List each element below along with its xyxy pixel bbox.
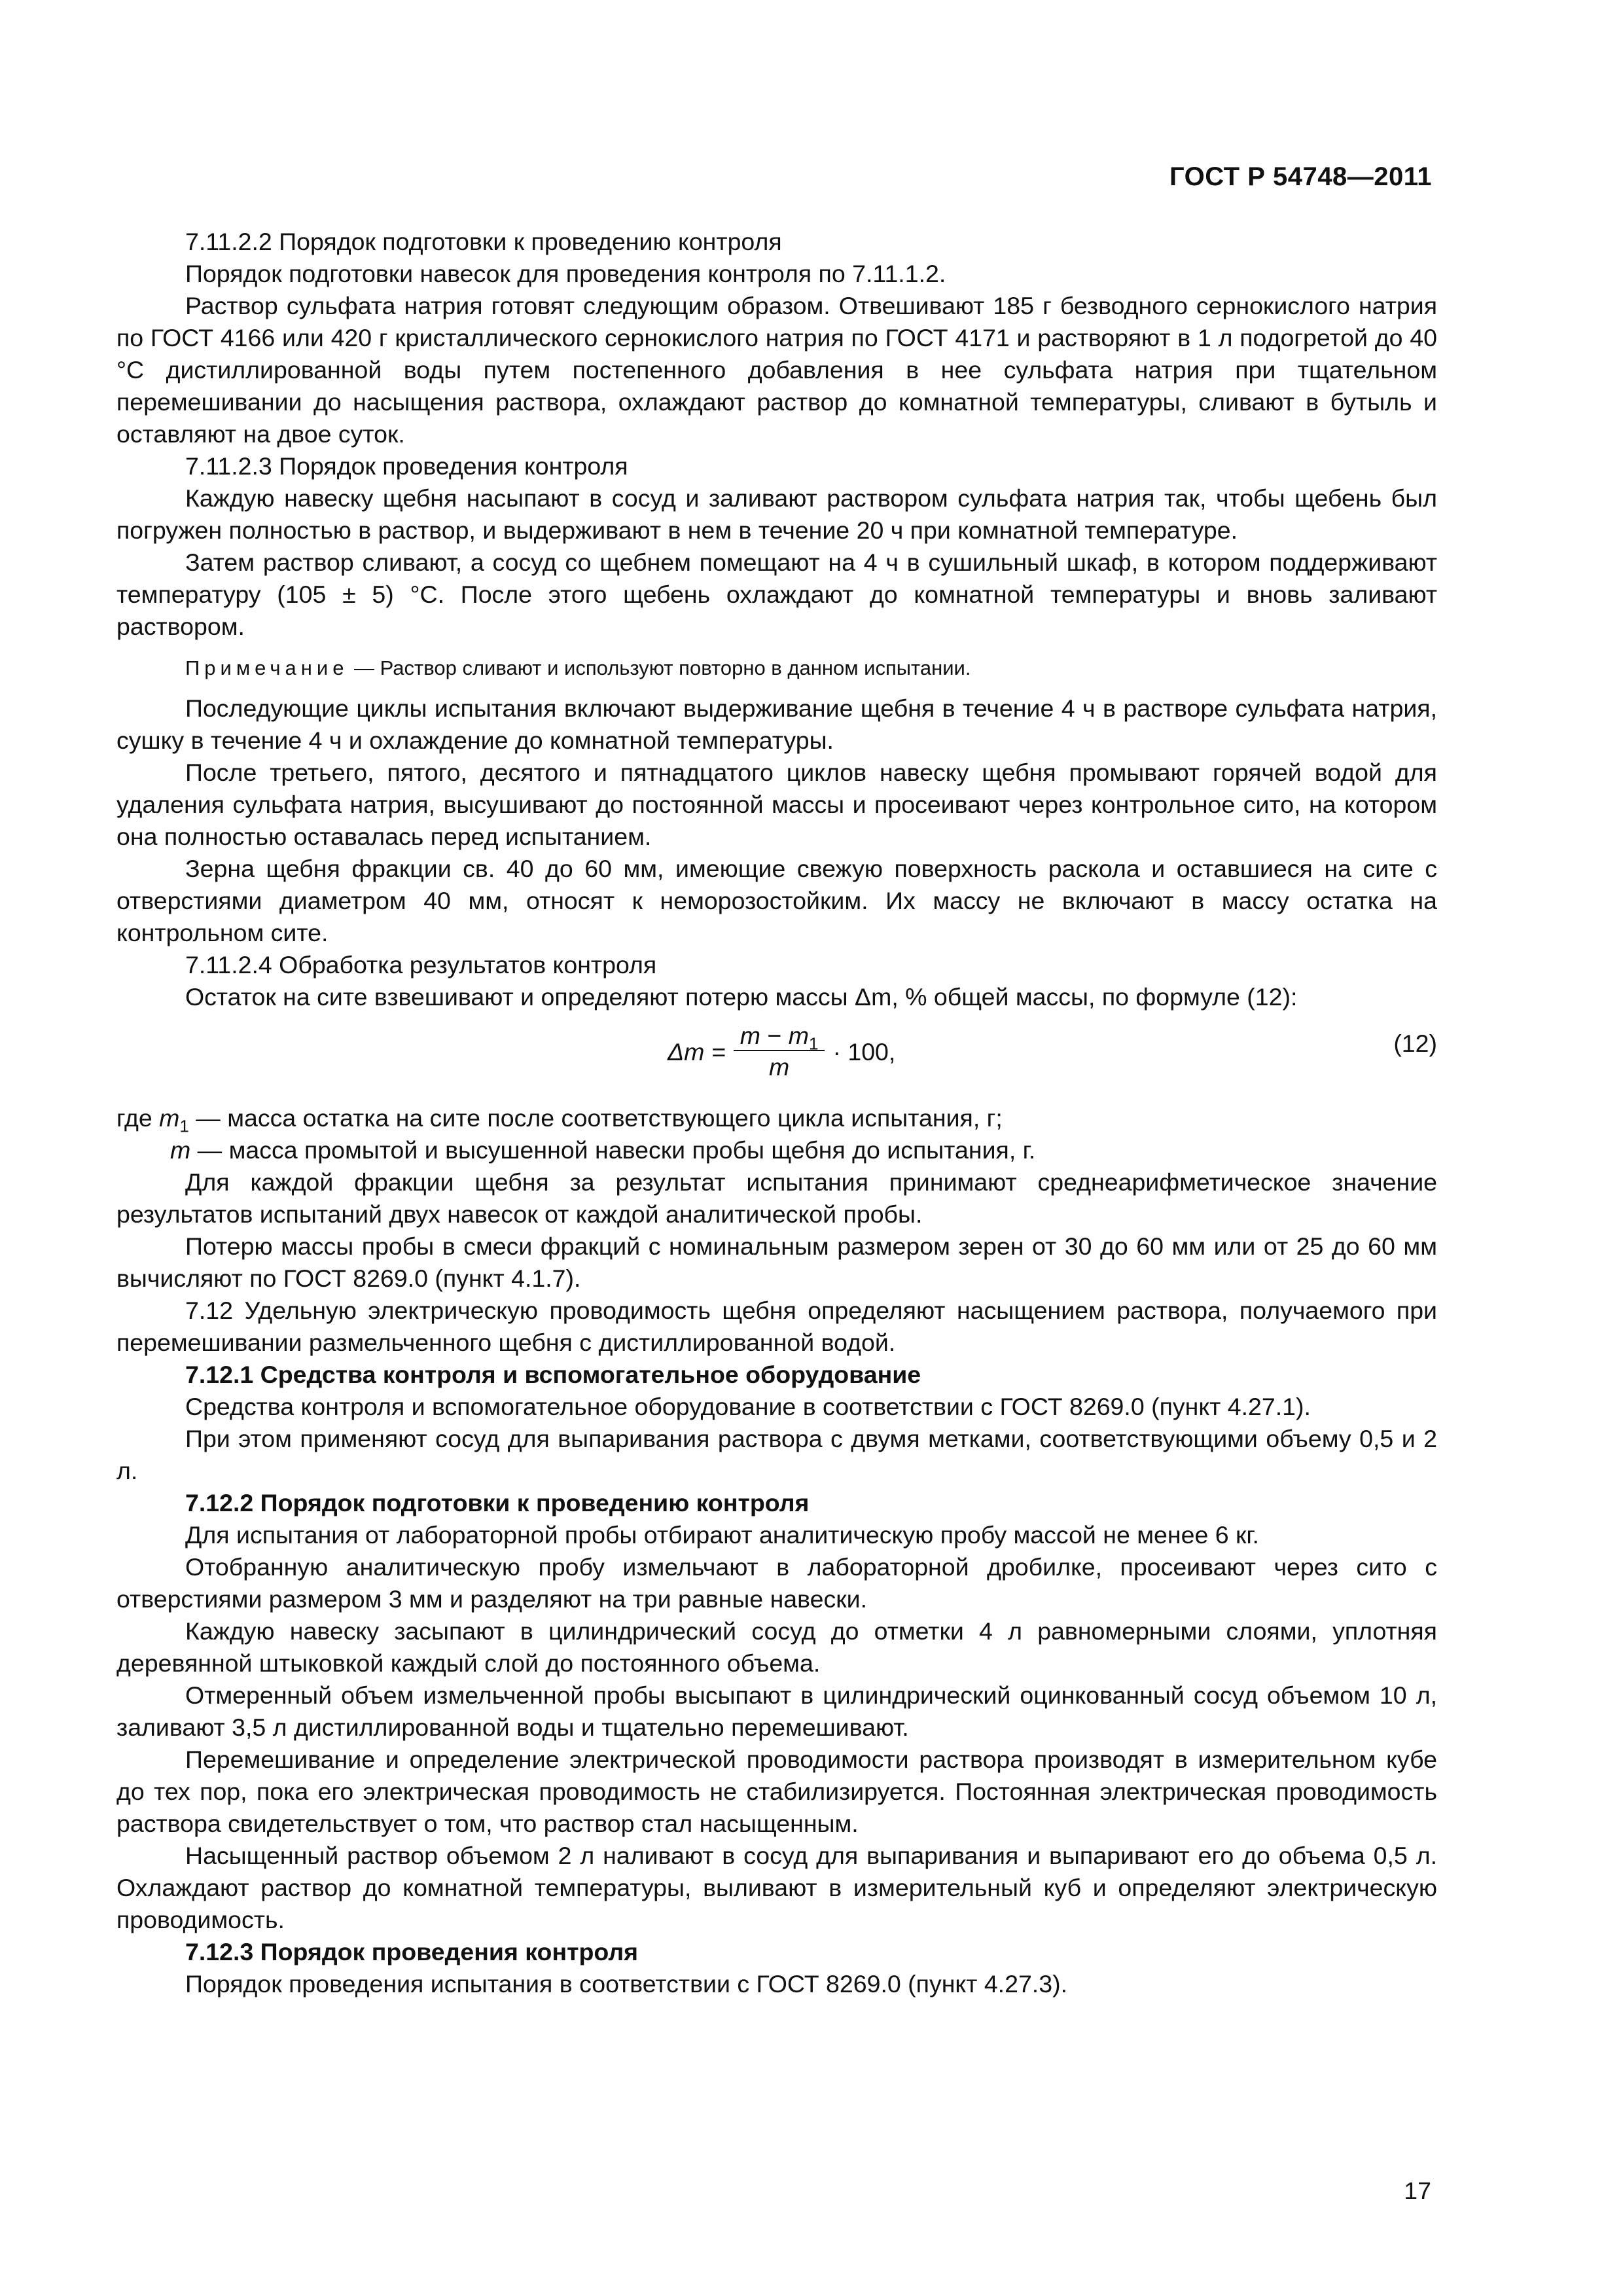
paragraph: 7.12 Удельную электрическую проводимость щебня определяют насыщением раствора, получаемого при перемешивании размельченного щебня с дистиллированной водой.: [116, 1297, 1437, 1356]
paragraph: Отобранную аналитическую пробу измельчают в лабораторной дробилке, просеивают через сито с отверстиями размером 3 мм и разделяют на три равные навески.: [116, 1553, 1437, 1613]
paragraph: Последующие циклы испытания включают выдерживание щебня в течение 4 ч в растворе сульфата натрия, сушку в течение 4 ч и охлаждение до комнатной температуры.: [116, 694, 1437, 754]
paragraph: При этом применяют сосуд для выпаривания раствора с двумя метками, соответствующими объему 0,5 и 2 л.: [116, 1425, 1437, 1484]
paragraph: Потерю массы пробы в смеси фракций с номинальным размером зерен от 30 до 60 мм или от 25 до 60 мм вычисляют по ГОСТ 8269.0 (пункт 4.1.7).: [116, 1232, 1437, 1292]
formula-denominator: m: [768, 1053, 790, 1081]
paragraph: Средства контроля и вспомогательное оборудование в соответствии с ГОСТ 8269.0 (пункт 4.27.1).: [185, 1393, 1311, 1420]
numerator-operator: −: [760, 1022, 789, 1049]
paragraph: После третьего, пятого, десятого и пятнадцатого циклов навеску щебня промывают горячей водой для удаления сульфата натрия, высушивают до постоянной массы и просеивают через контрольное сито, на котором она полностью оставалась перед испытанием.: [116, 759, 1437, 850]
paragraph: Остаток на сите взвешивают и определяют потерю массы Δm, % общей массы, по формуле (12):: [185, 983, 1298, 1011]
numerator-m: m: [740, 1022, 760, 1049]
where-line-1: [116, 1102, 1437, 1134]
note-label: Примечание: [185, 656, 349, 679]
section-heading-7-11-2-4: 7.11.2.4 Обработка результатов контроля: [185, 951, 657, 978]
page-number: 17: [1404, 2177, 1431, 2204]
paragraph: Для испытания от лабораторной пробы отбирают аналитическую пробу массой не менее 6 кг.: [185, 1521, 1259, 1549]
where-line-2: [116, 1134, 1437, 1166]
numerator-subscript: 1: [808, 1033, 819, 1054]
paragraph: Порядок подготовки навесок для проведения контроля по 7.11.1.2.: [185, 260, 946, 287]
document-body: [116, 226, 1437, 2000]
formula-expression: [668, 1021, 895, 1083]
where-prefix: где: [116, 1104, 160, 1132]
section-heading-7-12-1: 7.12.1 Средства контроля и вспомогательное оборудование: [185, 1361, 921, 1388]
paragraph: Раствор сульфата натрия готовят следующим образом. Отвешивают 185 г безводного сернокислого натрия по ГОСТ 4166 или 420 г кристаллического сернокислого натрия по ГОСТ 4171 и растворяют в 1 л подогретой до 40 °С дистиллированной воды путем постепенного добавления в нее сульфата натрия при тщательном перемешивании до насыщения раствора, охлаждают раствор до комнатной температуры, сливают в бутыль и оставляют на двое суток.: [116, 292, 1437, 448]
paragraph: Перемешивание и определение электрической проводимости раствора производят в измерительном кубе до тех пор, пока его электрическая проводимость не стабилизируется. Постоянная электрическая проводимость раствора свидетельствует о том, что раствор стал насыщенным.: [116, 1746, 1437, 1837]
standard-header: ГОСТ Р 54748—2011: [1169, 162, 1432, 191]
formula-numerator: [734, 1021, 825, 1054]
note-text: — Раствор сливают и используют повторно в данном испытании.: [348, 656, 971, 679]
where-symbol-m1: m: [159, 1104, 180, 1132]
numerator-m1: m: [788, 1022, 809, 1049]
paragraph: Каждую навеску щебня насыпают в сосуд и заливают раствором сульфата натрия так, чтобы щебень был погружен полностью в раствор, и выдерживают в нем в течение 20 ч при комнатной температуре.: [116, 484, 1437, 544]
where-text: — масса промытой и высушенной навески пробы щебня до испытания, г.: [190, 1136, 1036, 1164]
note: [116, 653, 1437, 683]
formula-tail: · 100,: [832, 1037, 896, 1066]
section-heading-7-12-2: 7.12.2 Порядок подготовки к проведению контроля: [185, 1489, 810, 1516]
where-subscript: 1: [179, 1116, 189, 1136]
paragraph: Порядок проведения испытания в соответствии с ГОСТ 8269.0 (пункт 4.27.3).: [185, 1970, 1067, 1998]
section-heading-7-11-2-2: 7.11.2.2 Порядок подготовки к проведению контроля: [185, 228, 782, 255]
where-text: — масса остатка на сите после соответствующего цикла испытания, г;: [188, 1104, 1003, 1132]
formula-fraction: [734, 1021, 825, 1083]
paragraph: Для каждой фракции щебня за результат испытания принимают среднеарифметическое значение результатов испытаний двух навесок от каждой аналитической пробы.: [116, 1168, 1437, 1228]
section-heading-7-12-3: 7.12.3 Порядок проведения контроля: [185, 1938, 639, 1965]
paragraph: Затем раствор сливают, а сосуд со щебнем помещают на 4 ч в сушильный шкаф, в котором поддерживают температуру (105 ± 5) °С. После этого щебень охлаждают до комнатной температуры и вновь заливают раствором.: [116, 548, 1437, 640]
paragraph: Отмеренный объем измельченной пробы высыпают в цилиндрический оцинкованный сосуд объемом 10 л, заливают 3,5 л дистиллированной воды и тщательно перемешивают.: [116, 1681, 1437, 1741]
where-symbol-m: m: [170, 1136, 191, 1164]
paragraph: Насыщенный раствор объемом 2 л наливают в сосуд для выпаривания и выпаривают его до объема 0,5 л. Охлаждают раствор до комнатной температуры, выливают в измерительный куб и определяют электрическую проводимость.: [116, 1842, 1437, 1933]
formula-lhs: Δm =: [668, 1037, 726, 1066]
section-heading-7-11-2-3: 7.11.2.3 Порядок проведения контроля: [185, 452, 628, 480]
paragraph: Зерна щебня фракции св. 40 до 60 мм, имеющие свежую поверхность раскола и оставшиеся на сите с отверстиями диаметром 40 мм, относят к неморозостойким. Их массу не включают в массу остатка на контрольном сите.: [116, 855, 1437, 946]
formula-number: (12): [1393, 1030, 1437, 1057]
formula-12: [116, 1016, 1437, 1101]
paragraph: Каждую навеску засыпают в цилиндрический сосуд до отметки 4 л равномерными слоями, уплотняя деревянной штыковкой каждый слой до постоянного объема.: [116, 1617, 1437, 1677]
